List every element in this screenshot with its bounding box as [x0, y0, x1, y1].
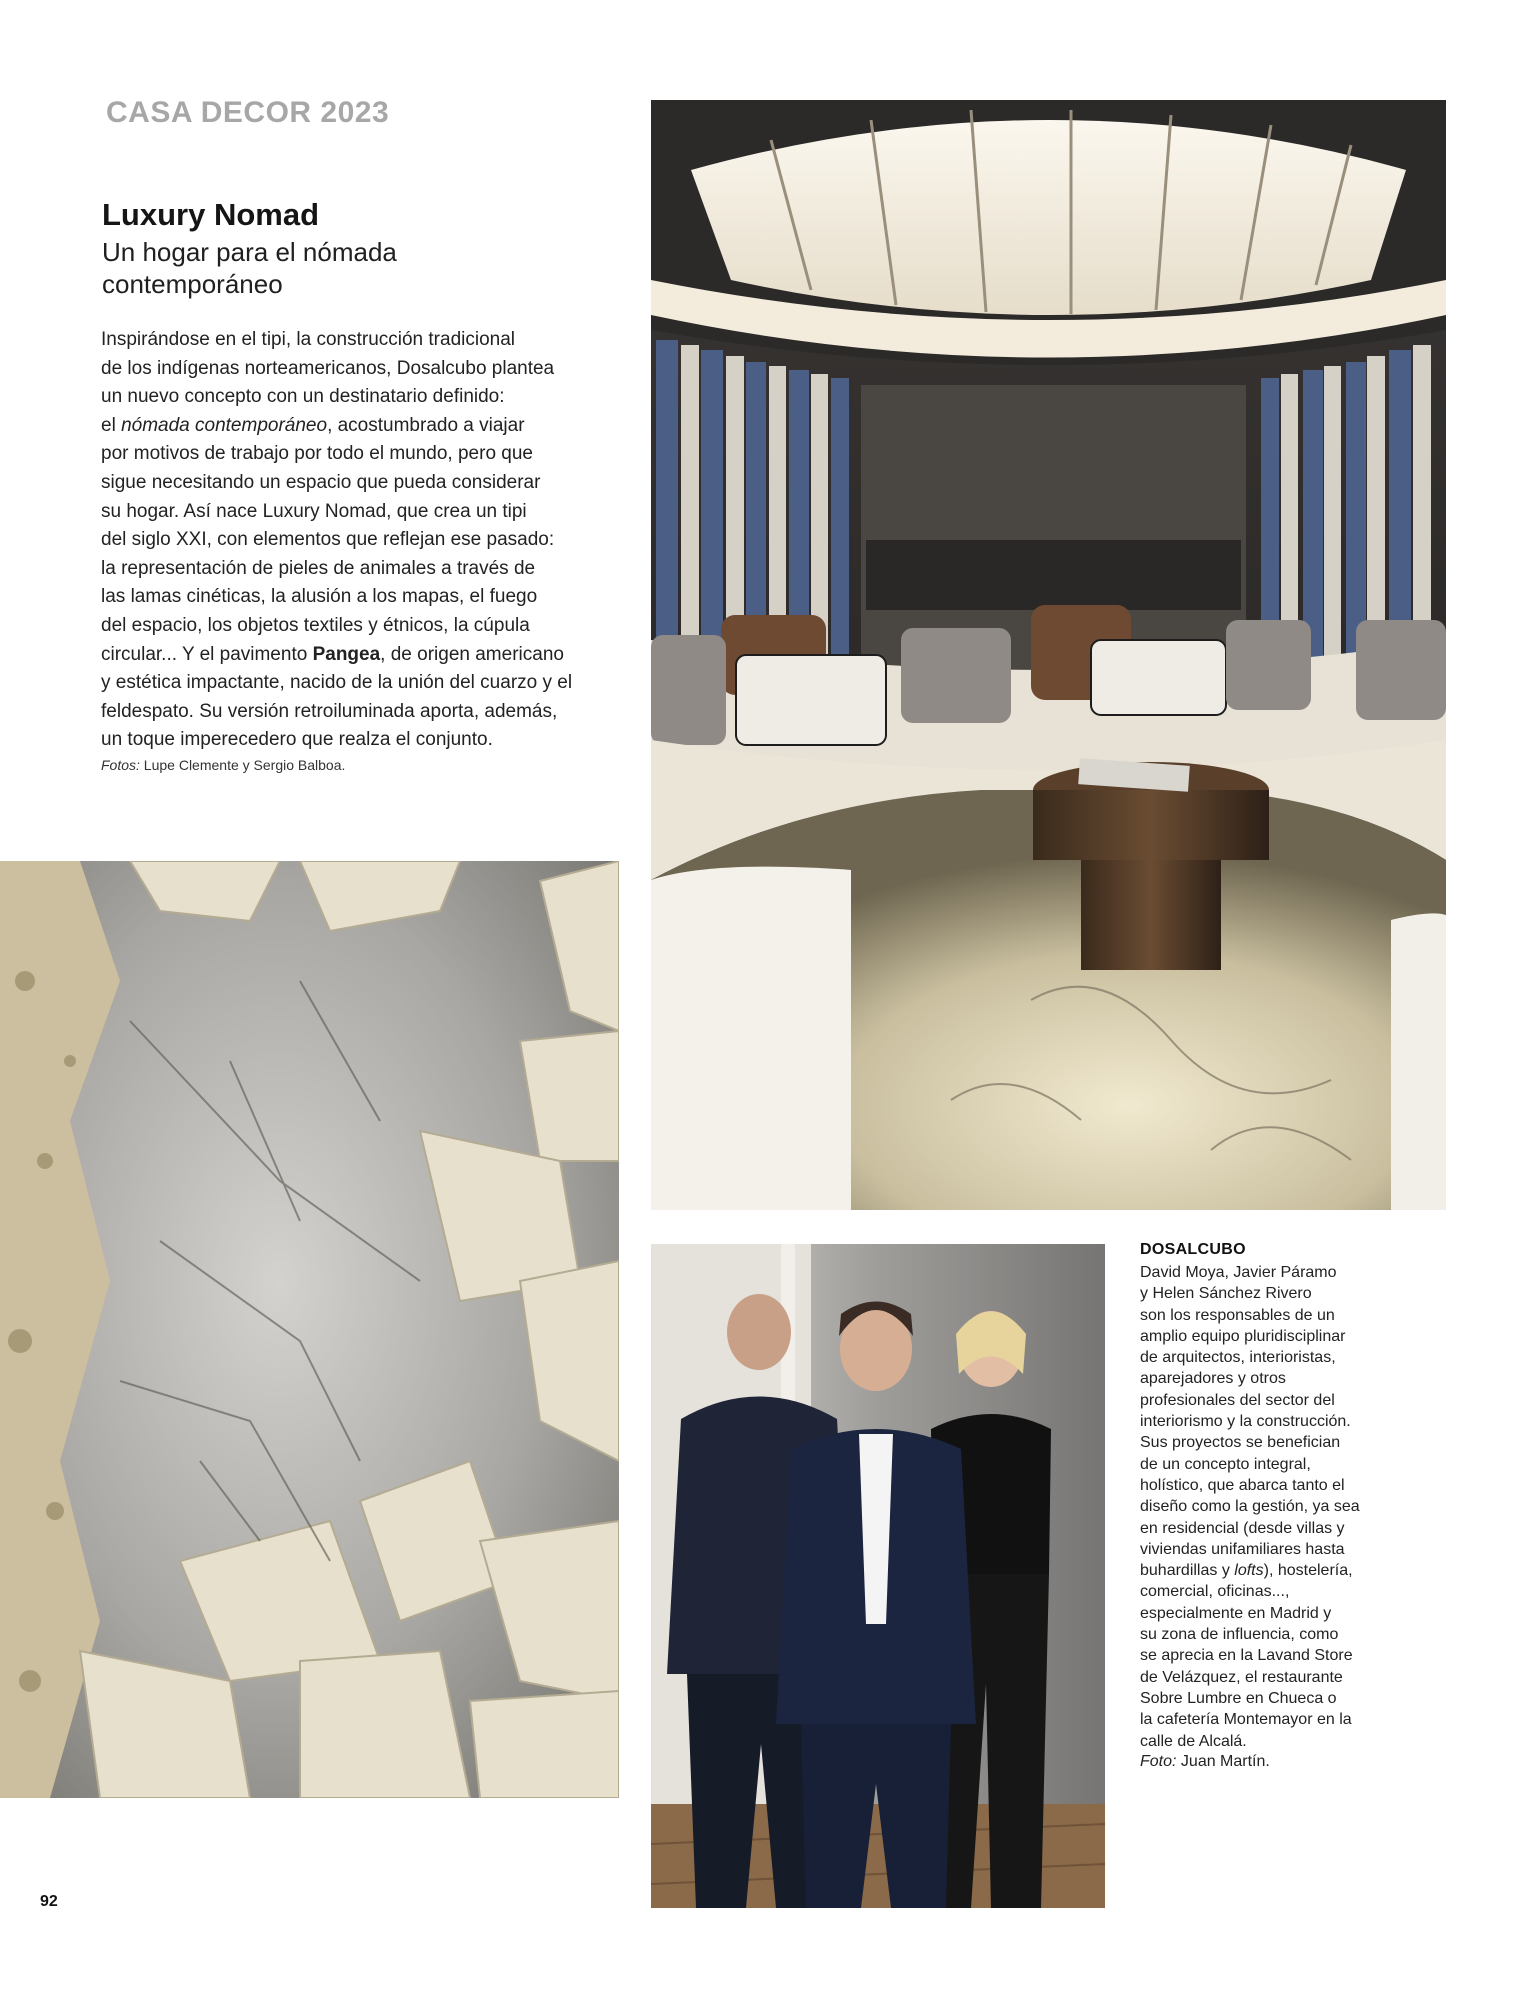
- body-bold-term: Pangea: [312, 643, 381, 665]
- body-line: Inspirándose en el tipi, la construcción tradicional: [101, 329, 516, 350]
- team-line: la cafetería Montemayor en la: [1140, 1711, 1352, 1729]
- team-line: se aprecia en la Lavand Store: [1140, 1647, 1353, 1665]
- team-portrait-illustration: [651, 1244, 1105, 1908]
- team-credit-names: Juan Martín.: [1176, 1753, 1270, 1770]
- tipi-room-illustration: [651, 100, 1446, 1210]
- body-line: un toque imperecedero que realza el conjunto.: [101, 729, 493, 751]
- team-line: calle de Alcalá.: [1140, 1732, 1247, 1750]
- team-line: Sus proyectos se benefician: [1140, 1434, 1341, 1452]
- team-line: son los responsables de un: [1140, 1306, 1335, 1324]
- team-line: comercial, oficinas...,: [1140, 1583, 1290, 1601]
- team-line: amplio equipo pluridisciplinar: [1140, 1327, 1346, 1345]
- team-line: aparejadores y otros: [1140, 1370, 1286, 1388]
- team-line: interiorismo y la construcción.: [1140, 1413, 1351, 1431]
- body-text: circular... Y el pavimento: [101, 643, 313, 665]
- body-line: del espacio, los objetos textiles y étnicos, la cúpula: [101, 614, 530, 636]
- page-number: 92: [40, 1893, 58, 1910]
- team-italic-term: lofts: [1234, 1562, 1264, 1580]
- team-line: de arquitectos, interioristas,: [1140, 1349, 1336, 1367]
- body-text: , acostumbrado a viajar: [327, 414, 525, 436]
- team-line: holístico, que abarca tanto el: [1140, 1476, 1345, 1494]
- team-line: especialmente en Madrid y: [1140, 1604, 1332, 1622]
- body-line: su hogar. Así nace Luxury Nomad, que crea un tipi: [101, 500, 527, 522]
- team-line: profesionales del sector del: [1140, 1391, 1335, 1409]
- team-photo: [651, 1244, 1105, 1908]
- team-heading: DOSALCUBO: [1140, 1241, 1246, 1258]
- team-description: [1140, 1262, 1400, 1752]
- body-italic-term: nómada contemporáneo: [121, 414, 328, 436]
- team-line: y Helen Sánchez Rivero: [1140, 1285, 1312, 1303]
- magazine-header: CASA DECOR 2023: [106, 96, 390, 129]
- body-text: , de origen americano: [380, 643, 564, 665]
- pangea-slab-photo: [0, 861, 619, 1798]
- team-credit-label: Foto:: [1140, 1753, 1177, 1770]
- tipi-room-photo: [651, 100, 1446, 1210]
- body-text: el: [101, 414, 122, 436]
- photo-credit-names: Lupe Clemente y Sergio Balboa.: [139, 757, 346, 773]
- article-title: Luxury Nomad: [102, 197, 320, 232]
- article-body: [101, 326, 621, 755]
- body-line: [101, 641, 621, 670]
- team-line: viviendas unifamiliares hasta: [1140, 1540, 1345, 1558]
- body-line: [101, 412, 621, 441]
- article-subtitle: Un hogar para el nómada contemporáneo: [102, 237, 397, 299]
- pangea-stone-illustration: [0, 861, 619, 1798]
- body-line: sigue necesitando un espacio que pueda considerar: [101, 471, 541, 493]
- team-line: [1140, 1560, 1400, 1581]
- body-line: de los indígenas norteamericanos, Dosalcubo plantea: [101, 357, 555, 379]
- team-text: buhardillas y: [1140, 1562, 1235, 1580]
- body-line: un nuevo concepto con un destinatario definido:: [101, 386, 505, 408]
- team-line: diseño como la gestión, ya sea: [1140, 1498, 1360, 1516]
- team-line: su zona de influencia, como: [1140, 1626, 1339, 1644]
- photo-credit-label: Fotos:: [101, 757, 140, 773]
- team-line: de un concepto integral,: [1140, 1455, 1311, 1473]
- body-line: y estética impactante, nacido de la unión del cuarzo y el: [101, 672, 573, 694]
- team-text: ), hostelería,: [1263, 1562, 1353, 1580]
- body-line: las lamas cinéticas, la alusión a los mapas, el fuego: [101, 586, 538, 608]
- body-line: feldespato. Su versión retroiluminada aporta, además,: [101, 700, 558, 722]
- team-line: Sobre Lumbre en Chueca o: [1140, 1689, 1337, 1707]
- team-line: en residencial (desde villas y: [1140, 1519, 1345, 1537]
- body-line: del siglo XXI, con elementos que reflejan ese pasado:: [101, 529, 555, 551]
- body-line: por motivos de trabajo por todo el mundo, pero que: [101, 443, 533, 465]
- team-line: David Moya, Javier Páramo: [1140, 1264, 1337, 1281]
- team-line: de Velázquez, el restaurante: [1140, 1668, 1343, 1686]
- team-photo-credit: [1140, 1753, 1270, 1771]
- photo-credit: [101, 757, 345, 773]
- body-line: la representación de pieles de animales a través de: [101, 557, 536, 579]
